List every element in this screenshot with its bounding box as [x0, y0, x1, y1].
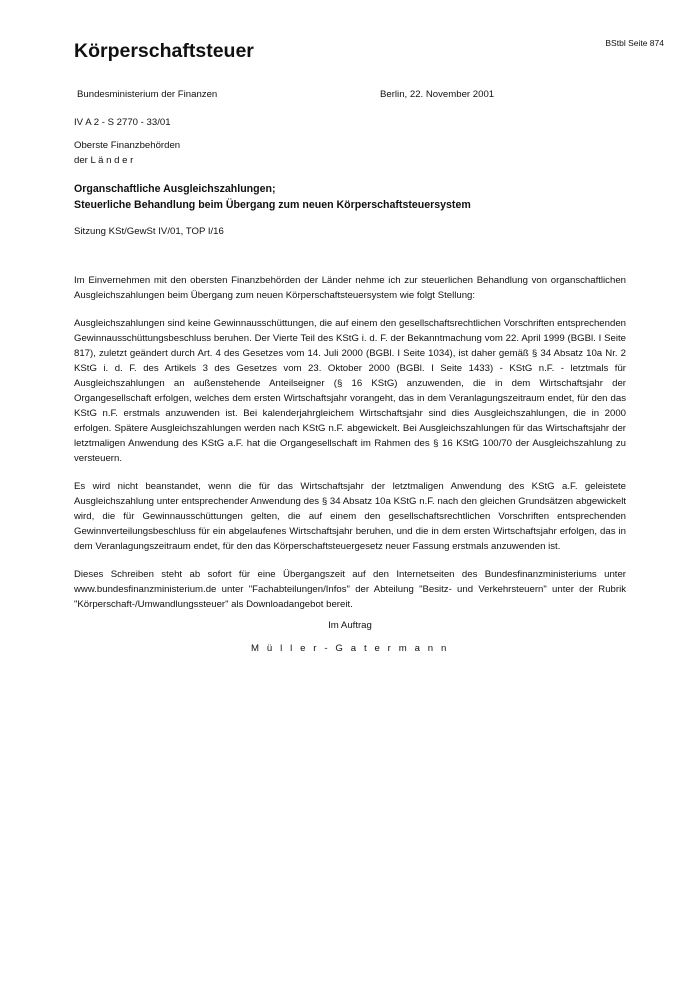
- closing-block: [0, 618, 700, 656]
- subject-line: Organschaftliche Ausgleichszahlungen;: [74, 183, 276, 195]
- session-reference: Sitzung KSt/GewSt IV/01, TOP I/16: [74, 226, 224, 237]
- subject-block: [74, 181, 471, 213]
- body-paragraph: Im Einvernehmen mit den obersten Finanzbehörden der Länder nehme ich zur steuerlichen Behandlung von organschaftlichen Ausgleichszahlungen beim Übergang zum neuen Körperschaftsteuersystem wie folgt Stellung:: [74, 275, 626, 301]
- sender-authority: Bundesministerium der Finanzen: [77, 89, 218, 100]
- recipient-block: [74, 138, 180, 168]
- body-paragraph: Es wird nicht beanstandet, wenn die für das Wirtschaftsjahr der letztmaligen Anwendung des KStG a.F. geleistete Ausgleichszahlung unter entsprechender Anwendung des § 34 Absatz 10a KStG n.F. nach den gleichen Grundsätzen abgewickelt wird, die für Gewinnausschüttungen gelten, die auf einem den gesellschaftsrechtlichen Vorschriften entsprechenden Gewinnverteilungsbeschluss für ein abgelaufenes Wirtschaftsjahr beruhen, und die in dem ersten Wirtschaftsjahr erfolgen, das in dem Veranlagungszeitraum endet, für den das Körperschaftsteuergesetz neuer Fassung erstmals anzuwenden ist.: [74, 481, 626, 552]
- document-title: Körperschaftsteuer: [74, 40, 254, 62]
- closing-phrase: Im Auftrag: [328, 620, 372, 631]
- file-reference: IV A 2 - S 2770 - 33/01: [74, 117, 171, 128]
- body-paragraph: Dieses Schreiben steht ab sofort für eine Übergangszeit auf den Internetseiten des Bundesfinanzministeriums unter www.bundesfinanzministerium.de unter "Fachabteilungen/Infos" der Abteilung "Besitz- und Verkehrsteuern" unter der Rubrik "Körperschaft-/Umwandlungssteuer" als Downloadangebot bereit.: [74, 569, 626, 610]
- recipient-line: Oberste Finanzbehörden: [74, 140, 181, 151]
- letter-body: [74, 273, 626, 625]
- recipient-line: der L ä n d e r: [74, 155, 134, 166]
- page-reference: BStbl Seite 874: [605, 38, 664, 48]
- signature-name: M ü l l e r - G a t e r m a n n: [251, 643, 449, 654]
- subject-line: Steuerliche Behandlung beim Übergang zum neuen Körperschaftsteuersystem: [74, 199, 471, 211]
- place-and-date: Berlin, 22. November 2001: [380, 89, 495, 100]
- body-paragraph: Ausgleichszahlungen sind keine Gewinnausschüttungen, die auf einem den gesellschaftsrechtlichen Vorschriften entsprechenden Gewinnausschüttungsbeschluss beruhen. Der Vierte Teil des KStG i. d. F. der Bekanntmachung vom 22. April 1999 (BGBl. I Seite 817), zuletzt geändert durch Art. 4 des Gesetzes vom 14. Juli 2000 (BGBl. I Seite 1034), ist daher gemäß § 34 Absatz 10a Nr. 2 KStG i. d. F. des Artikels 3 des Gesetzes vom 23. Oktober 2000 (BGBl. I Seite 1433) - KStG n.F. - letztmals für Ausgleichszahlungen an außenstehende Anteilseigner (§ 16 KStG) anzuwenden, die in dem Wirtschaftsjahr der Organgesellschaft erfolgen, welches dem ersten Wirtschaftsjahr vorangeht, das in dem Veranlagungszeitraum endet, für den das KStG n.F. erstmals anzuwenden ist. Bei kalenderjahrgleichem Wirtschaftsjahr sind dies Ausgleichszahlungen, die in 2000 erfolgen. Spätere Ausgleichszahlungen werden nach KStG n.F. abgewickelt. Bei Ausgleichszahlungen für das Wirtschaftsjahr der letztmaligen Anwendung des KStG a.F. hat die Organgesellschaft im Rahmen des § 16 KStG 100/70 der Ausgleichszahlung zu versteuern.: [74, 318, 626, 464]
